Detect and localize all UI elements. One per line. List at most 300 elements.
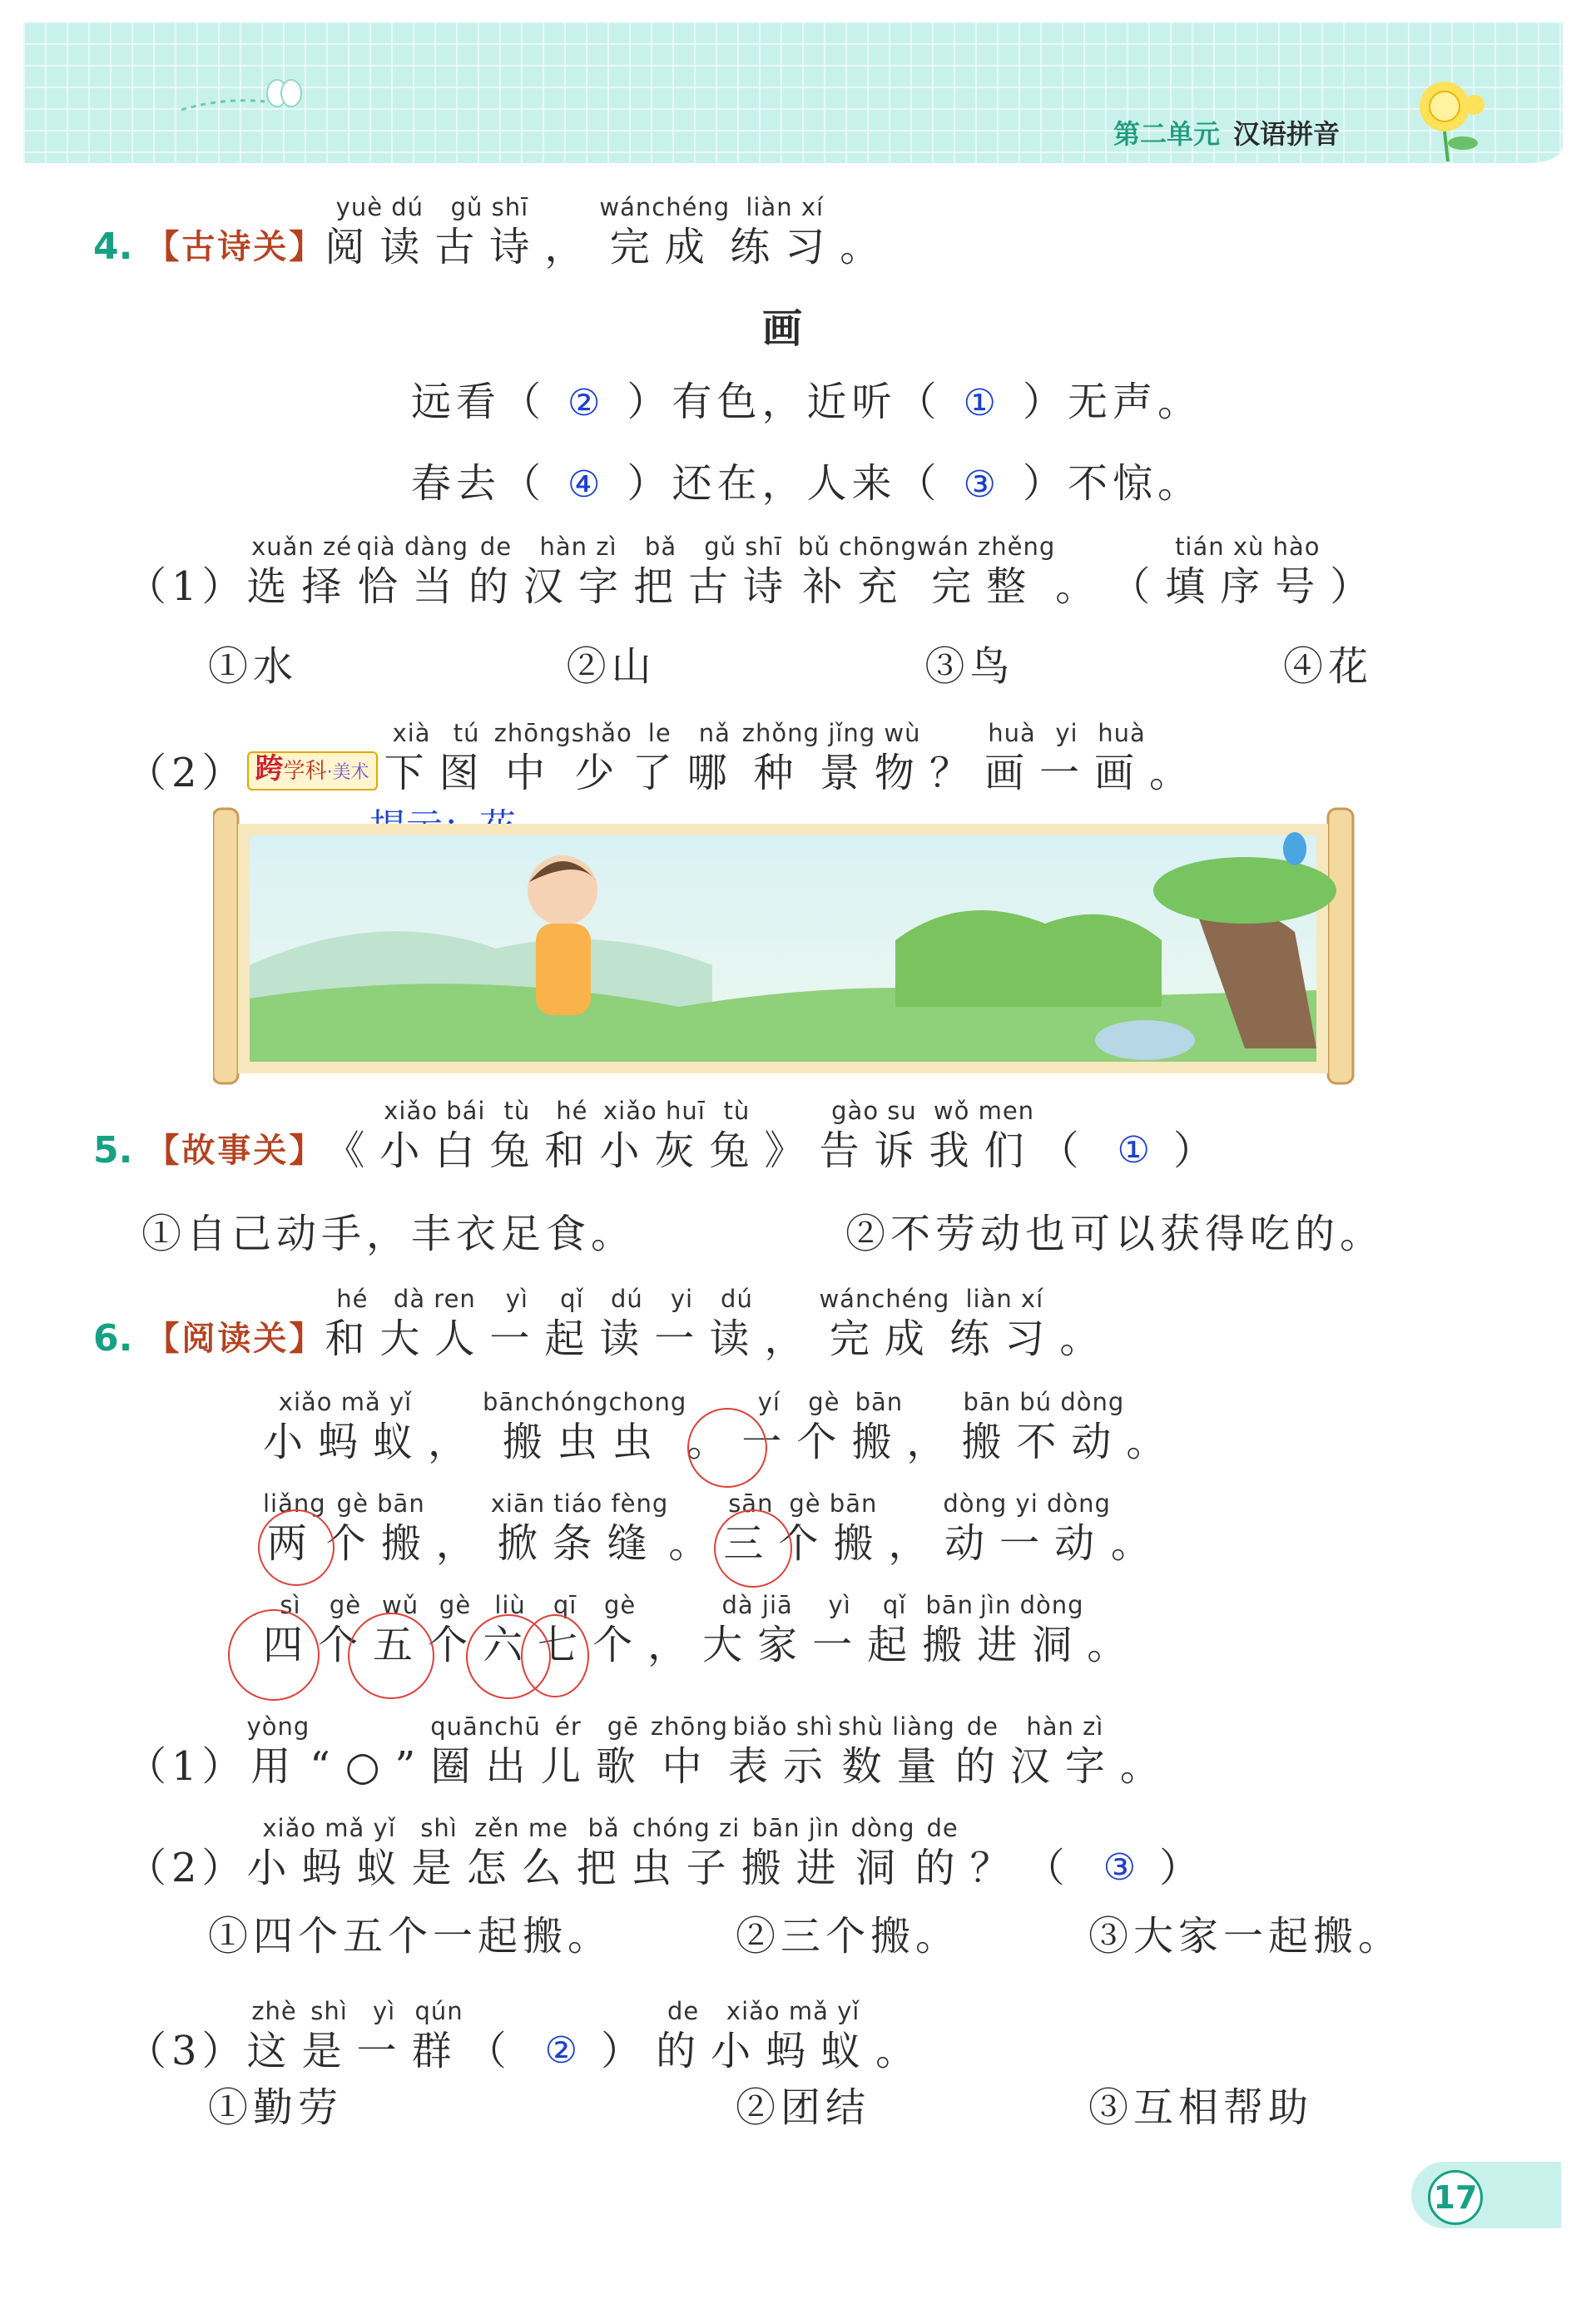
pinyin: yí	[757, 1388, 781, 1416]
ruby-word	[1038, 1097, 1093, 1177]
pinyin: hàn zì	[539, 533, 617, 561]
ruby-word	[709, 1285, 764, 1365]
ruby-word	[577, 1814, 632, 1894]
circle-mark	[714, 1509, 792, 1588]
hanzi: 搬	[922, 1622, 978, 1668]
hanzi: （	[1110, 563, 1166, 610]
question-number: 6.	[93, 1317, 133, 1360]
q6-part3	[126, 1997, 930, 2077]
answer-mark: ③	[963, 463, 1001, 506]
hanzi: 和	[325, 1316, 380, 1362]
hanzi: 画	[1093, 750, 1149, 796]
question-number: 5.	[93, 1129, 133, 1172]
pinyin: qǐ	[560, 1285, 584, 1313]
q6-part3-option-3: ③互相帮助	[1088, 2084, 1314, 2131]
ruby-word	[1165, 533, 1330, 612]
hanzi: 的	[914, 1845, 970, 1891]
pinyin: yi	[670, 1285, 694, 1313]
hanzi: 少	[574, 750, 630, 796]
pinyin: xià	[392, 719, 431, 747]
pinyin: liǎng	[263, 1489, 326, 1518]
ruby-word	[711, 1997, 875, 2077]
sunflower-icon	[1405, 72, 1496, 163]
ruby-word	[702, 1591, 812, 1671]
hanzi: 是	[301, 2028, 357, 2074]
hanzi: 五	[373, 1622, 429, 1668]
pinyin: wánchéng	[599, 193, 731, 221]
ruby-word	[544, 1285, 599, 1365]
ruby-word	[544, 1097, 599, 1177]
hanzi: 图	[439, 750, 494, 796]
pinyin: liù	[494, 1591, 526, 1619]
option: ②山	[566, 643, 657, 690]
ruby-word	[1330, 533, 1385, 612]
hanzi: 是	[411, 1845, 467, 1891]
ruby-word	[922, 1591, 977, 1671]
hanzi: 汉字	[1009, 1743, 1120, 1790]
pinyin: bǎ	[644, 533, 677, 561]
ruby-word	[970, 1814, 1025, 1894]
ruby-word	[468, 533, 523, 612]
hanzi: 。	[1110, 1520, 1166, 1567]
hanzi: 起	[544, 1316, 600, 1362]
ruby-word	[728, 1712, 838, 1792]
circle-mark	[348, 1613, 434, 1699]
pinyin: liàn xí	[746, 193, 825, 221]
q6-part2-option-3: ③大家一起搬。	[1088, 1913, 1404, 1960]
ruby-word	[489, 1285, 544, 1365]
pinyin: qī	[553, 1591, 577, 1619]
ruby-word	[247, 533, 357, 612]
unit-title	[1113, 113, 1340, 151]
hanzi: 兔	[489, 1127, 545, 1174]
ruby-word	[434, 193, 544, 273]
answer-mark: ④	[568, 463, 606, 506]
ruby-word	[796, 1388, 851, 1468]
ruby-word	[984, 719, 1039, 799]
hanzi: 搬不动	[961, 1419, 1127, 1465]
hanzi: 个	[428, 1622, 483, 1668]
hanzi: 小白	[379, 1127, 490, 1174]
pinyin: hàn zì	[1026, 1712, 1104, 1741]
pinyin: shì	[310, 1997, 348, 2025]
pinyin: dòng yi dòng	[943, 1489, 1111, 1518]
circle-mark	[687, 1408, 767, 1488]
ruby-word	[819, 1285, 949, 1365]
pinyin: shǎo	[571, 719, 632, 747]
ruby-word	[961, 1388, 1126, 1468]
answer-mark: ①	[1117, 1129, 1150, 1172]
q6-part3-text	[247, 1997, 522, 2077]
ruby-word	[875, 1997, 930, 2077]
hanzi: 哪	[686, 750, 742, 796]
hanzi: ，	[435, 1520, 491, 1567]
circle-mark	[521, 1614, 589, 1697]
q6-part2-option-2: ②三个搬。	[736, 1913, 961, 1960]
q4-part1	[126, 533, 1385, 612]
hanzi: ）	[601, 2028, 657, 2074]
hanzi: （	[1024, 1845, 1080, 1891]
ruby-word	[1059, 1285, 1114, 1365]
answer-mark: ②	[568, 382, 606, 424]
ruby-word	[357, 1997, 412, 2077]
hanzi: 阅读	[325, 224, 435, 270]
hanzi: ，	[428, 1419, 483, 1465]
ruby-word	[494, 719, 572, 799]
hanzi: 。	[1119, 1743, 1175, 1790]
pinyin: gǔ shī	[704, 533, 782, 561]
hanzi: 一	[489, 1316, 545, 1362]
hanzi: 大人	[379, 1316, 490, 1362]
poem-line-2: 春去（ ④ ）还在，人来（ ③ ）不惊。	[411, 460, 1202, 507]
pinyin: gè bān	[789, 1489, 878, 1518]
hanzi: 起	[867, 1622, 923, 1668]
ruby-word	[741, 1814, 851, 1894]
ruby-word	[483, 1388, 686, 1468]
pinyin: jìn dòng	[979, 1591, 1084, 1619]
pinyin: gè	[603, 1591, 637, 1619]
ruby-word	[656, 1997, 711, 2077]
q4-instruction	[325, 193, 895, 273]
pinyin: dà ren	[393, 1285, 476, 1313]
pinyin: de	[926, 1814, 959, 1842]
hanzi: ，	[888, 1520, 944, 1567]
pinyin: le	[647, 719, 672, 747]
hanzi: 两	[266, 1520, 322, 1567]
ruby-word	[523, 533, 633, 612]
ruby-word	[601, 1997, 656, 2077]
ruby-word	[247, 1712, 310, 1792]
pinyin: gè	[808, 1388, 840, 1416]
poem-title: 画	[762, 305, 803, 352]
pinyin: yi	[1055, 719, 1078, 747]
pinyin: yì	[505, 1285, 528, 1313]
hanzi: 四	[263, 1622, 319, 1668]
pinyin: xuǎn zé	[251, 533, 353, 561]
ruby-word	[730, 193, 840, 273]
hanzi: 一	[812, 1622, 868, 1668]
scroll-illustration	[213, 799, 1361, 1098]
hanzi: ，	[544, 224, 600, 270]
part-label: （1）	[126, 1743, 247, 1790]
pinyin: gǔ shī	[450, 193, 529, 221]
q6-part1	[126, 1712, 1175, 1792]
ruby-word	[302, 1997, 357, 2077]
pinyin: huà	[1098, 719, 1146, 747]
ruby-word	[867, 1591, 922, 1671]
pinyin: zhǒng	[741, 719, 820, 747]
pinyin: wǔ	[381, 1591, 419, 1619]
hanzi: 搬虫虫	[502, 1419, 667, 1465]
pinyin: bǎ	[587, 1814, 620, 1842]
ruby-word	[379, 1285, 489, 1365]
ruby-word	[310, 1712, 430, 1792]
ruby-word	[917, 533, 1055, 612]
butterfly-icon	[173, 68, 306, 126]
hanzi: 种	[753, 750, 809, 796]
hanzi: 个	[796, 1419, 852, 1465]
bird-icon	[1283, 832, 1306, 865]
ruby-word	[812, 1591, 867, 1671]
hanzi: ，	[906, 1419, 962, 1465]
ruby-word	[1087, 1591, 1142, 1671]
poem-line-1: 远看（ ② ）有色，近听（ ① ）无声。	[411, 379, 1202, 425]
pinyin: de	[966, 1712, 999, 1741]
pinyin: tú	[453, 719, 480, 747]
ruby-word	[651, 1712, 728, 1792]
pinyin: gè	[439, 1591, 472, 1619]
hanzi: 进洞	[977, 1622, 1088, 1668]
pinyin: yòng	[246, 1712, 310, 1741]
ruby-word	[599, 1097, 709, 1177]
hanzi: ？	[969, 1845, 1025, 1891]
pinyin: xiān tiáo fèng	[490, 1489, 669, 1518]
ruby-word	[541, 1712, 596, 1792]
hanzi: 一	[356, 2028, 412, 2074]
hanzi: 下	[384, 750, 439, 796]
hanzi: 读	[709, 1316, 765, 1362]
pinyin: shì	[420, 1814, 458, 1842]
hanzi: 告诉	[819, 1127, 929, 1174]
hanzi: 。	[1087, 1622, 1142, 1668]
hanzi: 。	[1126, 1419, 1182, 1465]
pinyin: bǔ chōng	[798, 533, 917, 561]
ruby-word	[439, 719, 494, 799]
q4-part2-text	[384, 719, 1204, 799]
ruby-word	[247, 1997, 302, 2077]
hanzi: 小蚂蚁	[711, 2028, 876, 2074]
ruby-word	[949, 1285, 1059, 1365]
hanzi: 填序号	[1165, 563, 1331, 610]
pinyin: quānchū	[430, 1712, 541, 1741]
ruby-word	[778, 1489, 888, 1569]
pinyin: liàn xí	[965, 1285, 1044, 1313]
q5-heading: 5. 【故事关】 《 xiǎo bái 小白 tù 兔 hé 和 xiǎo huī 小灰 tù 兔 》 gào su 告诉 wǒ men 我们 （ ① ）	[93, 1097, 1218, 1177]
pinyin: qún	[414, 1997, 463, 2025]
ruby-word	[819, 1097, 929, 1177]
hanzi: 一	[741, 1419, 797, 1465]
ruby-word	[1110, 533, 1165, 612]
hanzi: 选择	[246, 563, 357, 610]
hanzi: 。	[875, 2028, 931, 2074]
hanzi: 。	[668, 1520, 724, 1567]
hanzi: 恰当	[357, 563, 468, 610]
pinyin: zhōng	[650, 1712, 729, 1741]
hanzi: 表示	[728, 1743, 839, 1790]
hanzi: 怎么	[466, 1845, 577, 1891]
q6-part2-option-1: ①四个五个一起搬。	[208, 1913, 613, 1960]
question-number: 4.	[93, 225, 133, 268]
q6-part1-text	[247, 1712, 1175, 1792]
ruby-word	[851, 1814, 915, 1894]
answer-mark: ②	[544, 2029, 578, 2072]
ruby-word	[491, 1489, 669, 1569]
pinyin: gào su	[831, 1097, 917, 1125]
ruby-word	[572, 719, 632, 799]
pinyin: yuè dú	[335, 193, 424, 221]
pinyin: wán zhěng	[916, 533, 1056, 561]
ruby-word	[357, 533, 468, 612]
hanzi: 歌	[595, 1743, 651, 1790]
circle-mark	[228, 1609, 320, 1701]
hanzi: 数量	[841, 1743, 952, 1790]
ruby-word	[1111, 1489, 1166, 1569]
pinyin: tián xù hào	[1175, 533, 1321, 561]
ruby-word	[687, 719, 742, 799]
pinyin: bān	[855, 1388, 904, 1416]
pinyin: bān bú dòng	[963, 1388, 1125, 1416]
pinyin: biǎo shì	[732, 1712, 834, 1741]
ruby-word	[326, 1489, 436, 1569]
ruby-word	[955, 1712, 1010, 1792]
hanzi: 搬进	[741, 1845, 851, 1891]
ruby-word	[467, 1814, 577, 1894]
ruby-word	[742, 719, 820, 799]
ruby-word	[467, 1997, 522, 2077]
hanzi: 大家	[702, 1622, 813, 1668]
ruby-word	[647, 1591, 702, 1671]
ruby-word	[263, 1388, 428, 1468]
hanzi: 。	[840, 224, 895, 270]
part-label: （1）	[126, 563, 247, 610]
hanzi: 汉字	[523, 563, 634, 610]
hanzi: “○”	[310, 1743, 431, 1790]
pinyin: dòng	[850, 1814, 915, 1842]
q4-part2	[126, 719, 1204, 799]
pinyin: bān	[925, 1591, 974, 1619]
ruby-word	[544, 193, 599, 273]
hanzi: 。	[686, 1419, 742, 1465]
unit-label: 第二单元	[1113, 118, 1221, 150]
pinyin: wǒ men	[933, 1097, 1035, 1125]
hanzi: 小蚂蚁	[246, 1845, 412, 1891]
ruby-word	[688, 533, 798, 612]
hanzi: 了	[632, 750, 687, 796]
part-label: （2）	[126, 750, 247, 796]
q6-part3-option-2: ②团结	[736, 2084, 871, 2131]
hanzi: ）	[1330, 563, 1385, 610]
ruby-word	[1149, 719, 1204, 799]
pinyin: yì	[828, 1591, 851, 1619]
hanzi: ，	[647, 1622, 703, 1668]
ruby-word	[599, 193, 730, 273]
hanzi: 洞	[855, 1845, 911, 1891]
q6-heading	[93, 1285, 1114, 1365]
ruby-word	[430, 1712, 541, 1792]
q5-text	[325, 1097, 1093, 1177]
pinyin: bān jìn	[751, 1814, 840, 1842]
cross-subject-badge: 跨学科·美术	[247, 751, 378, 790]
hanzi: 三	[723, 1520, 779, 1567]
pinyin: gè	[329, 1591, 362, 1619]
ruby-word	[632, 719, 687, 799]
hanzi: 》	[764, 1127, 820, 1174]
ruby-word	[599, 1285, 654, 1365]
pinyin: gē	[607, 1712, 640, 1741]
pinyin: xiǎo mǎ yǐ	[726, 1997, 860, 2025]
pinyin: ér	[555, 1712, 582, 1741]
ruby-word	[764, 1285, 819, 1365]
ruby-word	[412, 1814, 467, 1894]
hanzi: 读	[599, 1316, 655, 1362]
pinyin: hé	[556, 1097, 588, 1125]
pinyin: xiǎo huī	[603, 1097, 706, 1125]
q6-part3-option-1: ①勤劳	[208, 2084, 344, 2131]
hanzi: 。	[1055, 563, 1111, 610]
hanzi: 完整	[931, 563, 1042, 610]
hanzi: 的	[656, 2028, 711, 2074]
q4-options	[208, 641, 1373, 692]
pinyin: de	[479, 533, 513, 561]
hanzi: 练习	[949, 1316, 1060, 1362]
hanzi: （	[466, 2028, 522, 2074]
q5-option-1: ①自己动手，丰衣足食。	[141, 1211, 637, 1257]
pinyin: xiǎo mǎ yǐ	[262, 1814, 396, 1842]
hanzi: 搬	[851, 1419, 907, 1465]
q5-option-2: ②不劳动也可以获得吃的。	[845, 1211, 1385, 1257]
pinyin: tù	[723, 1097, 751, 1125]
ruby-word	[820, 719, 929, 799]
hanzi: 六	[483, 1622, 538, 1668]
hanzi: 中	[505, 750, 561, 796]
ruby-word	[798, 533, 917, 612]
q4-heading	[93, 193, 895, 273]
ruby-word	[436, 1489, 491, 1569]
hanzi: 圈出	[430, 1743, 541, 1790]
ruby-word	[632, 1814, 741, 1894]
part-label: （3）	[126, 2028, 247, 2074]
hanzi: 画	[984, 750, 1039, 796]
pinyin: sì	[280, 1591, 301, 1619]
option: ③鸟	[924, 643, 1015, 690]
ruby-word	[633, 533, 688, 612]
pinyin: zhè	[251, 1997, 297, 2025]
ruby-word	[888, 1489, 943, 1569]
ruby-word	[709, 1097, 764, 1177]
ruby-word	[1126, 1388, 1181, 1468]
pinyin: gè bān	[336, 1489, 425, 1518]
ruby-word	[325, 1285, 379, 1365]
pinyin: chóng zi	[632, 1814, 741, 1842]
ruby-word	[1120, 1712, 1175, 1792]
hanzi: 中	[662, 1743, 717, 1790]
ruby-word	[764, 1097, 819, 1177]
q6-part3-text-end	[601, 1997, 930, 2077]
hanzi: 动一动	[944, 1520, 1110, 1567]
hanzi: 补充	[802, 563, 913, 610]
hanzi: 《	[325, 1127, 380, 1174]
ruby-word	[384, 719, 439, 799]
ruby-word	[325, 1097, 379, 1177]
ruby-word	[325, 193, 434, 273]
part-label: （2）	[126, 1845, 247, 1891]
hanzi: 虫子	[631, 1845, 741, 1891]
answer-mark: ①	[963, 382, 1001, 424]
ruby-word	[592, 1591, 647, 1671]
hanzi: 和	[544, 1127, 600, 1174]
ruby-word	[851, 1388, 906, 1468]
hanzi: 个搬	[325, 1520, 436, 1567]
ruby-word	[428, 1388, 483, 1468]
ruby-word	[654, 1285, 709, 1365]
hanzi: 兔	[709, 1127, 765, 1174]
hanzi: 群	[411, 2028, 467, 2074]
pinyin: dà jiā	[721, 1591, 793, 1619]
hanzi: 。	[1149, 750, 1205, 796]
option: ④花	[1282, 643, 1373, 690]
hanzi: 七	[538, 1622, 593, 1668]
pinyin: tù	[503, 1097, 531, 1125]
